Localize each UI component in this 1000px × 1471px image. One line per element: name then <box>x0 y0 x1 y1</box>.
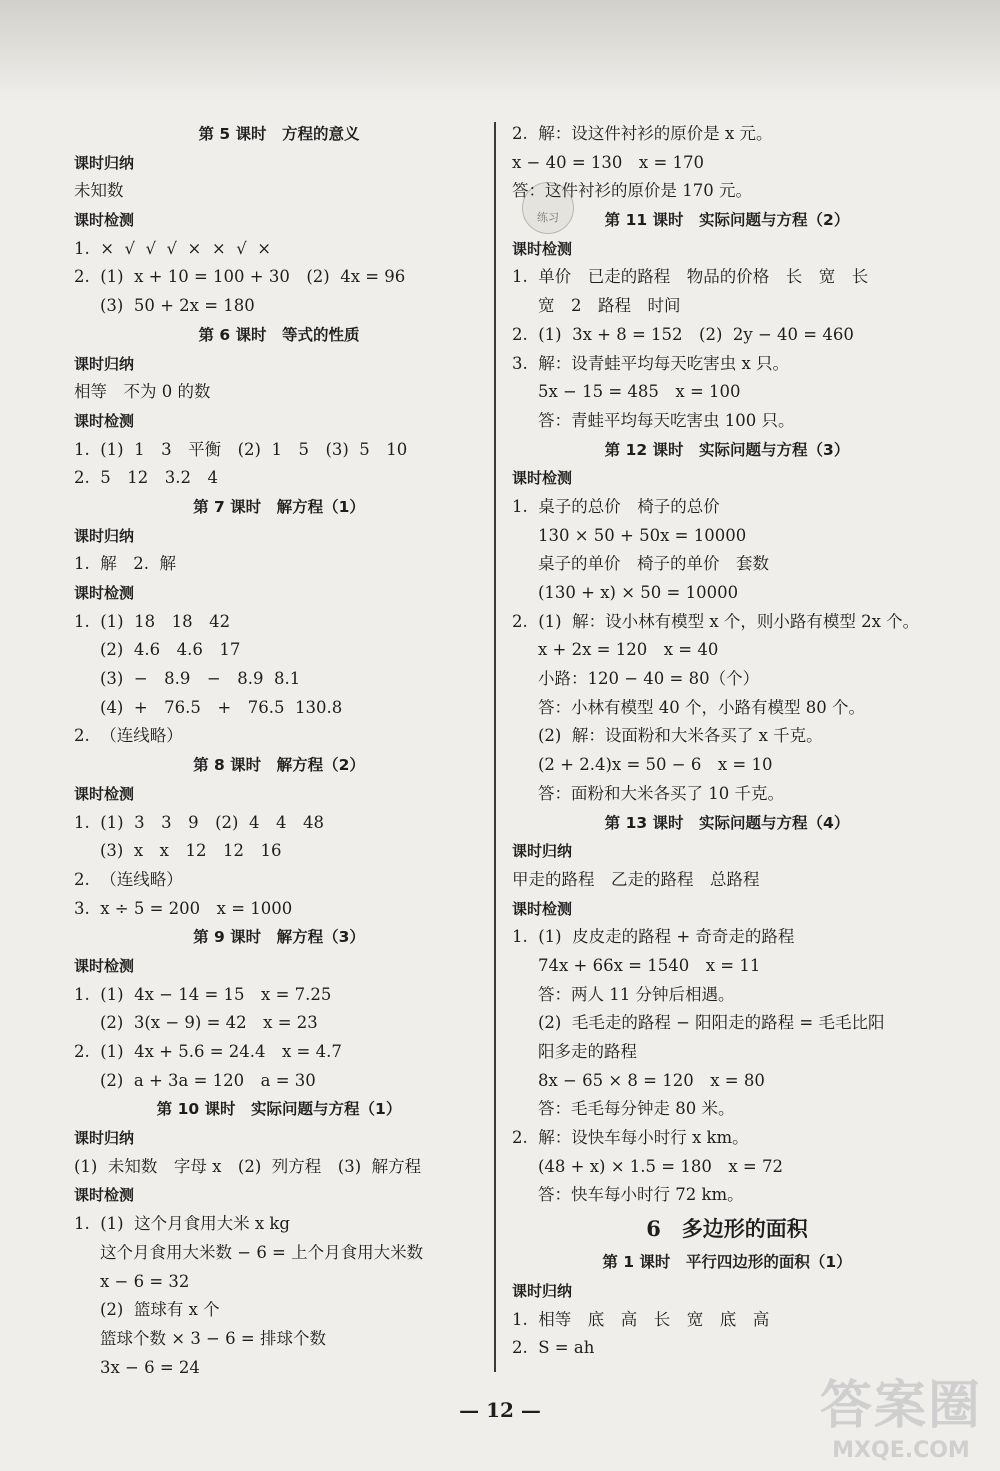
answer-line: 1. × √ √ √ × × √ × <box>74 238 272 258</box>
section-heading: 第 11 课时 实际问题与方程（2） <box>604 211 850 230</box>
answer-line: 答：小林有模型 40 个，小路有模型 80 个。 <box>538 697 865 717</box>
answer-line: (3) x x 12 12 16 <box>100 841 282 861</box>
watermark-title: 答案圈 <box>819 1376 982 1436</box>
answer-line: 答：毛毛每分钟走 80 米。 <box>538 1099 735 1119</box>
answer-line: 1. (1) 3 3 9 (2) 4 4 48 <box>74 812 324 832</box>
section-heading: 第 6 课时 等式的性质 <box>198 325 360 344</box>
answer-line: 5x − 15 = 485 x = 100 <box>538 382 741 402</box>
answer-line: (48 + x) × 1.5 = 180 x = 72 <box>538 1156 783 1176</box>
answer-line: (1) 未知数 字母 x (2) 列方程 (3) 解方程 <box>74 1156 422 1176</box>
subsection-label: 课时归纳 <box>74 1129 135 1148</box>
section-heading: 第 9 课时 解方程（3） <box>193 928 365 947</box>
subsection-label: 课时检测 <box>512 469 573 488</box>
answer-line: (3) − 8.9 − 8.9 8.1 <box>100 669 301 689</box>
answer-line: 1. (1) 4x − 14 = 15 x = 7.25 <box>74 984 332 1004</box>
subsection-label: 课时检测 <box>512 899 573 918</box>
answer-line: (2) 3(x − 9) = 42 x = 23 <box>100 1013 318 1033</box>
subsection-label: 课时检测 <box>74 956 135 975</box>
subsection-label: 课时归纳 <box>512 842 573 861</box>
answer-line: 2. (1) 解：设小林有模型 x 个，则小路有模型 2x 个。 <box>512 611 920 631</box>
answer-line: 130 × 50 + 50x = 10000 <box>538 525 747 545</box>
answer-line: 1. 单价 已走的路程 物品的价格 长 宽 长 <box>512 267 869 287</box>
answer-line: 1. (1) 皮皮走的路程 + 奇奇走的路程 <box>512 927 795 947</box>
section-heading: 第 13 课时 实际问题与方程（4） <box>604 813 850 832</box>
answer-line: 甲走的路程 乙走的路程 总路程 <box>512 869 760 889</box>
answer-line: 答：青蛙平均每天吃害虫 100 只。 <box>538 410 795 430</box>
answer-line: 74x + 66x = 1540 x = 11 <box>538 955 761 975</box>
answer-line: 相等 不为 0 的数 <box>74 382 211 402</box>
subsection-label: 课时检测 <box>74 211 135 230</box>
section-heading: 第 1 课时 平行四边形的面积（1） <box>602 1253 852 1272</box>
answer-line: (3) 50 + 2x = 180 <box>100 296 255 316</box>
answer-line: (2) a + 3a = 120 a = 30 <box>100 1070 316 1090</box>
answer-line: 未知数 <box>74 181 124 201</box>
answer-line: 1. 桌子的总价 椅子的总价 <box>512 496 720 516</box>
answer-line: 1. (1) 18 18 42 <box>74 611 231 631</box>
answer-line: 桌子的单价 椅子的单价 套数 <box>538 554 769 574</box>
answer-line: 3. x ÷ 5 = 200 x = 1000 <box>74 898 293 918</box>
subsection-label: 课时归纳 <box>74 354 135 373</box>
answer-line: (4) + 76.5 + 76.5 130.8 <box>100 697 343 717</box>
answer-line: 篮球个数 × 3 − 6 = 排球个数 <box>100 1328 326 1348</box>
stamp-mark: 练习 <box>522 182 574 234</box>
subsection-label: 课时检测 <box>74 784 135 803</box>
answer-line: 2. 解：设这件衬衫的原价是 x 元。 <box>512 124 773 143</box>
right-column <box>512 120 942 1363</box>
answer-line: (2) 篮球有 x 个 <box>100 1300 220 1320</box>
answer-line: 2. 解：设快车每小时行 x km。 <box>512 1128 749 1148</box>
answer-line: 答：面粉和大米各买了 10 千克。 <box>538 783 784 803</box>
answer-line: 2. 5 12 3.2 4 <box>74 468 218 488</box>
subsection-label: 课时归纳 <box>74 153 135 172</box>
page-number: — 12 — <box>459 1398 541 1422</box>
answer-line: 1. (1) 这个月食用大米 x kg <box>74 1214 290 1234</box>
section-heading: 第 7 课时 解方程（1） <box>193 497 365 516</box>
section-heading: 第 5 课时 方程的意义 <box>198 125 360 143</box>
answer-line: 答：两人 11 分钟后相遇。 <box>538 984 735 1004</box>
subsection-label: 课时检测 <box>512 239 573 258</box>
answer-line: 阳多走的路程 <box>538 1042 637 1061</box>
subsection-label: 课时归纳 <box>74 526 135 545</box>
column-divider <box>494 122 496 1372</box>
section-heading: 第 8 课时 解方程（2） <box>193 756 365 775</box>
answer-line: 2. (1) x + 10 = 100 + 30 (2) 4x = 96 <box>74 267 406 287</box>
answer-line: 小路：120 − 40 = 80（个） <box>538 669 760 689</box>
answer-line: 1. 相等 底 高 长 宽 底 高 <box>512 1309 770 1329</box>
answer-line: 2. （连线略） <box>74 869 183 889</box>
watermark-url: MXQE.COM <box>832 1438 970 1463</box>
answer-line: 2. (1) 4x + 5.6 = 24.4 x = 4.7 <box>74 1042 342 1061</box>
answer-line: 宽 2 路程 时间 <box>538 296 681 316</box>
subsection-label: 课时归纳 <box>512 1281 573 1300</box>
answer-line: (2) 4.6 4.6 17 <box>100 640 241 660</box>
answer-line: 2. S = ah <box>512 1338 595 1358</box>
scan-shadow <box>0 0 1000 100</box>
left-column <box>74 120 484 1382</box>
answer-line: x + 2x = 120 x = 40 <box>538 640 719 660</box>
answer-line: 答：这件衬衫的原价是 170 元。 <box>512 181 752 201</box>
answer-line: x − 6 = 32 <box>100 1271 190 1291</box>
answer-line: 3x − 6 = 24 <box>100 1357 200 1377</box>
answer-line: 1. (1) 1 3 平衡 (2) 1 5 (3) 5 10 <box>74 439 408 459</box>
answer-line: 8x − 65 × 8 = 120 x = 80 <box>538 1070 765 1090</box>
section-heading: 第 12 课时 实际问题与方程（3） <box>604 440 850 459</box>
answer-line: 答：快车每小时行 72 km。 <box>538 1185 744 1205</box>
answer-line: (2) 解：设面粉和大米各买了 x 千克。 <box>538 726 823 746</box>
answer-line: 2. (1) 3x + 8 = 152 (2) 2y − 40 = 460 <box>512 324 854 344</box>
answer-line: 这个月食用大米数 − 6 = 上个月食用大米数 <box>100 1242 424 1262</box>
answer-line: 1. 解 2. 解 <box>74 554 176 574</box>
subsection-label: 课时检测 <box>74 1186 135 1205</box>
answer-line: 3. 解：设青蛙平均每天吃害虫 x 只。 <box>512 353 790 373</box>
section-heading: 第 10 课时 实际问题与方程（1） <box>156 1100 402 1119</box>
answer-line: (130 + x) × 50 = 10000 <box>538 583 739 602</box>
answer-line: x − 40 = 130 x = 170 <box>512 152 705 172</box>
answer-line: 2. （连线略） <box>74 726 183 746</box>
chapter-heading: 6 多边形的面积 <box>646 1216 808 1242</box>
subsection-label: 课时检测 <box>74 584 135 602</box>
watermark-logo <box>820 1363 982 1463</box>
subsection-label: 课时检测 <box>74 411 135 430</box>
answer-line: (2) 毛毛走的路程 − 阳阳走的路程 = 毛毛比阳 <box>538 1013 885 1033</box>
answer-line: (2 + 2.4)x = 50 − 6 x = 10 <box>538 755 773 775</box>
